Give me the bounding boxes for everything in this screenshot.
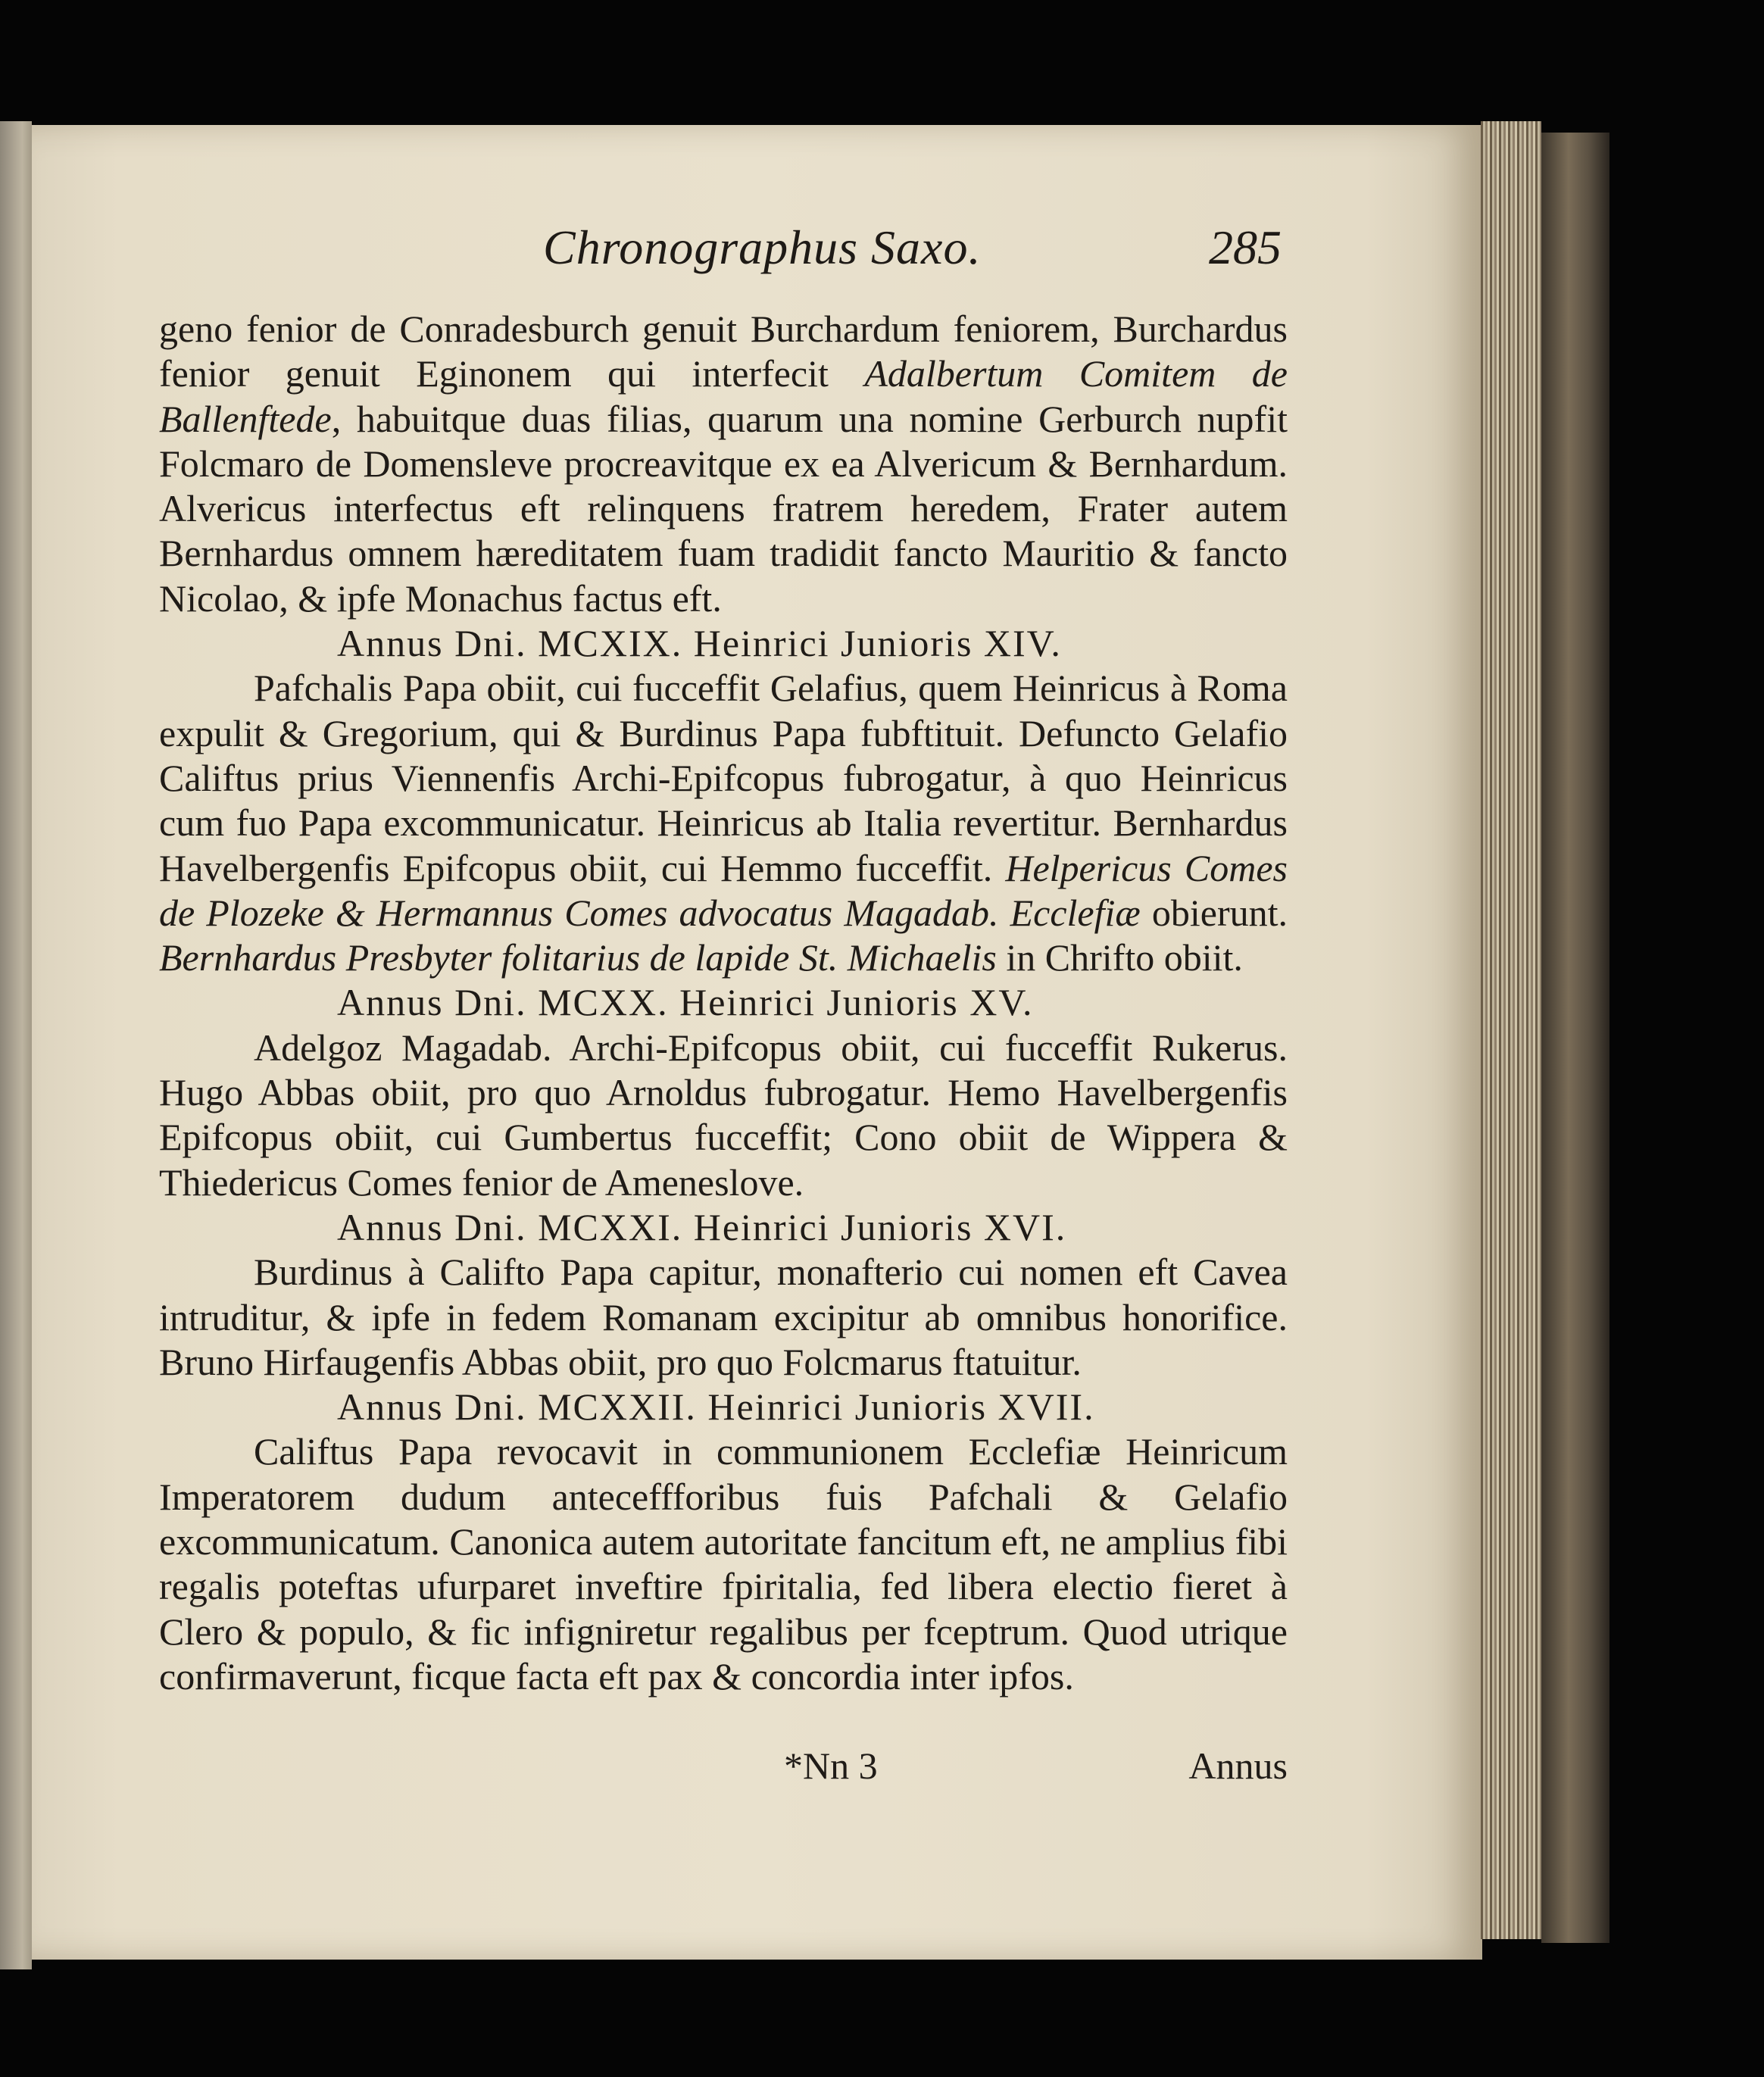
year-heading: Annus Dni. MCXXII. Heinrici Junioris XVII. — [337, 1385, 1095, 1429]
text-run: Adelgoz Magadab. Archi-Epifcopus obiit, cui fucceffit Rukerus. Hugo Abbas obiit, pro quo Arnoldus fubrogatur. Hemo Havelbergenfis Epifcopus obiit, cui Gumbertus fucceffit; Cono obiit de Wippera & Thiedericus Comes fenior de Ameneslove. — [159, 1026, 1288, 1204]
book-cover-edge — [1541, 133, 1609, 1943]
year-heading: Annus Dni. MCXX. Heinrici Junioris XV. — [337, 981, 1034, 1024]
year-heading: Annus Dni. MCXIX. Heinrici Junioris XIV. — [337, 622, 1062, 665]
text-run: , habuitque duas filias, quarum una nomine Gerburch nupfit Folcmaro de Domensleve procreavitque ex ea Alvericum & Bernhardum. Alvericus interfectus eft relinquens fratrem heredem, Frater autem Bernhardus omnem hæreditatem fuam tradidit fancto Mauritio & fancto Nicolao, & ipfe Monachus factus eft. — [159, 397, 1288, 620]
italic-text: Helpericus Comes de Plozeke & Hermannus Comes advocatus Magadab. Ecclefiæ — [159, 846, 1288, 934]
text-run: Burdinus à Califto Papa capitur, monafterio cui nomen eft Cavea intruditur, & ipfe in fedem Romanam excipitur ab omnibus honorifice. Bruno Hirfaugenfis Abbas obiit, pro quo Folcmarus ftatuitur. — [159, 1251, 1288, 1383]
page-number: 285 — [1209, 220, 1282, 274]
text-run: obierunt. — [1140, 891, 1288, 934]
page-header — [161, 220, 1282, 295]
italic-text: Bernhardus Presbyter folitarius de lapide St. Michaelis — [159, 936, 997, 979]
paragraph — [159, 307, 1288, 621]
text-run: in Chrifto obiit. — [996, 936, 1243, 979]
year-heading: Annus Dni. MCXXI. Heinrici Junioris XVI. — [337, 1205, 1067, 1248]
signature-mark: *Nn 3 — [784, 1744, 878, 1787]
italic-text: Adalbertum Comitem de Ballenftede — [159, 352, 1288, 440]
text-run: geno fenior de Conradesburch genuit Burchardum feniorem, Burchardus fenior genuit Eginonem qui interfecit — [159, 308, 1288, 395]
body-text — [159, 307, 1288, 1699]
paragraph — [159, 1250, 1288, 1385]
text-run: Califtus Papa revocavit in communionem Ecclefiæ Heinricum Imperatorem dudum anteceffforibus fuis Pafchali & Gelafio excommunicatum. Canonica autem autoritate fancitum eft, ne amplius fibi regalis poteftas ufurparet inveftire fpiritalia, fed libera electio fieret à Clero & populo, & fic infigniretur regalibus per fceptrum. Quod utrique confirmaverunt, ficque facta eft pax & concordia inter ipfos. — [159, 1430, 1288, 1698]
paragraph — [159, 666, 1288, 980]
catchword: Annus — [1188, 1744, 1288, 1787]
text-run: Pafchalis Papa obiit, cui fucceffit Gelafius, quem Heinricus à Roma expulit & Gregorium, qui & Burdinus Papa fubftituit. Defuncto Gelafio Califtus prius Viennenfis Archi-Epifcopus fubrogatur, à quo Heinricus cum fuo Papa excommunicatur. Heinricus ab Italia revertitur. Bernhardus Havelbergenfis Epifcopus obiit, cui Hemmo fucceffit. — [159, 667, 1288, 889]
page-edges — [1481, 121, 1541, 1939]
paragraph — [159, 1026, 1288, 1205]
paragraph — [159, 1429, 1288, 1699]
running-title: Chronographus Saxo. — [543, 220, 982, 274]
page-footer — [159, 1744, 1288, 1789]
facing-page-edge — [0, 121, 32, 1969]
